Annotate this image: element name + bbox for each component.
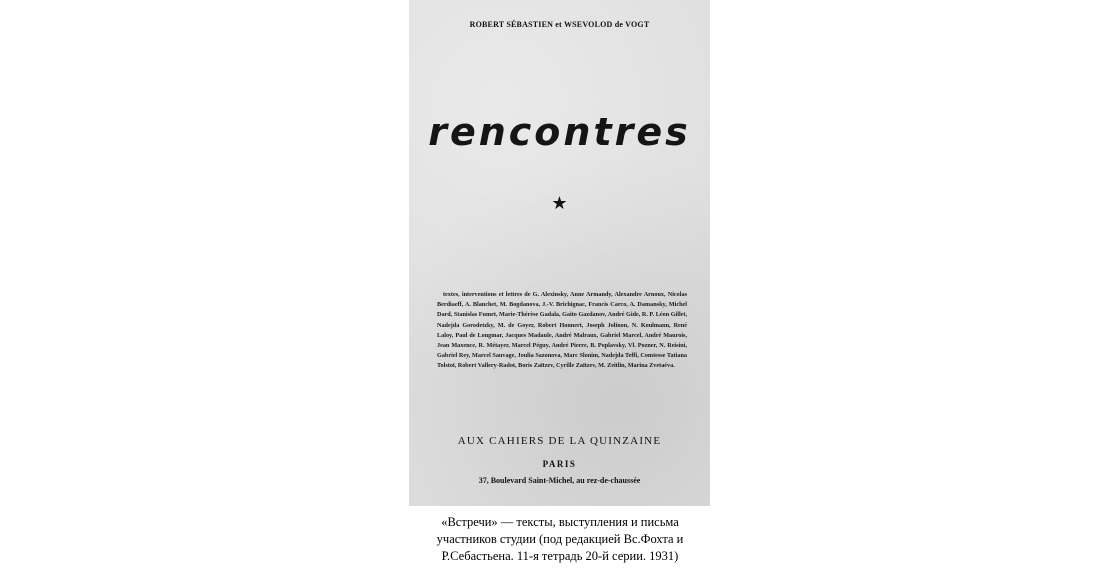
image-caption bbox=[360, 514, 760, 565]
cover-publisher: AUX CAHIERS DE LA QUINZAINE bbox=[457, 435, 662, 447]
caption-line-2: участников студии (под редакцией Вс.Фохта и bbox=[436, 532, 684, 546]
cover-contributors: textes, interventions et lettres de G. Alexinsky, Anne Armandy, Alexandre Arnoux, Nicolas Berdiaeff, A. Blanchet, M. Bogdanova, J.-V. Brichignac, Francis Carco, A. Damansky, Michel Dard, Stanislas Fumet, Marie-Thérèse Gadala, Gaito Gazdanov, André Gide, R. P. Léon Gillet, Nadejda Gorodetzky, M. de Goyer, Robert Honnert, Joseph Jolinon, N. Koulmann, René Laloy, Paul de Longmar, Jacques Madaule, André Malraux, Gabriel Marcel, André Maurois, Jean Maxence, R. Métayer, Marcel Péguy, André Pierre, B. Poplavsky, Vl. Pozner, N. Reisini, Gabriel Rey, Marcel Sauvage, Joulia Sazonova, Marc Slonim, Nadejda Teffi, Comtesse Tatiana Tolstoï, Robert Vallery-Radot, Boris Zaïtzev, Cyrille Zaïtzev, M. Zeitlin, Marina Zvetaéva. bbox=[437, 291, 688, 370]
book-cover-image bbox=[409, 0, 710, 506]
star-ornament: ★ bbox=[551, 193, 568, 213]
cover-authors: ROBERT SÉBASTIEN et WSEVOLOD de VOGT bbox=[469, 20, 650, 29]
cover-city: PARIS bbox=[542, 459, 577, 469]
cover-address: 37, Boulevard Saint-Michel, au rez-de-chaussée bbox=[478, 476, 641, 485]
caption-line-3: Р.Себастьена. 11-я тетрадь 20-й серии. 1931) bbox=[441, 549, 679, 563]
caption-line-1: «Встречи» — тексты, выступления и письма bbox=[441, 515, 679, 529]
cover-title: rencontres bbox=[428, 110, 691, 154]
